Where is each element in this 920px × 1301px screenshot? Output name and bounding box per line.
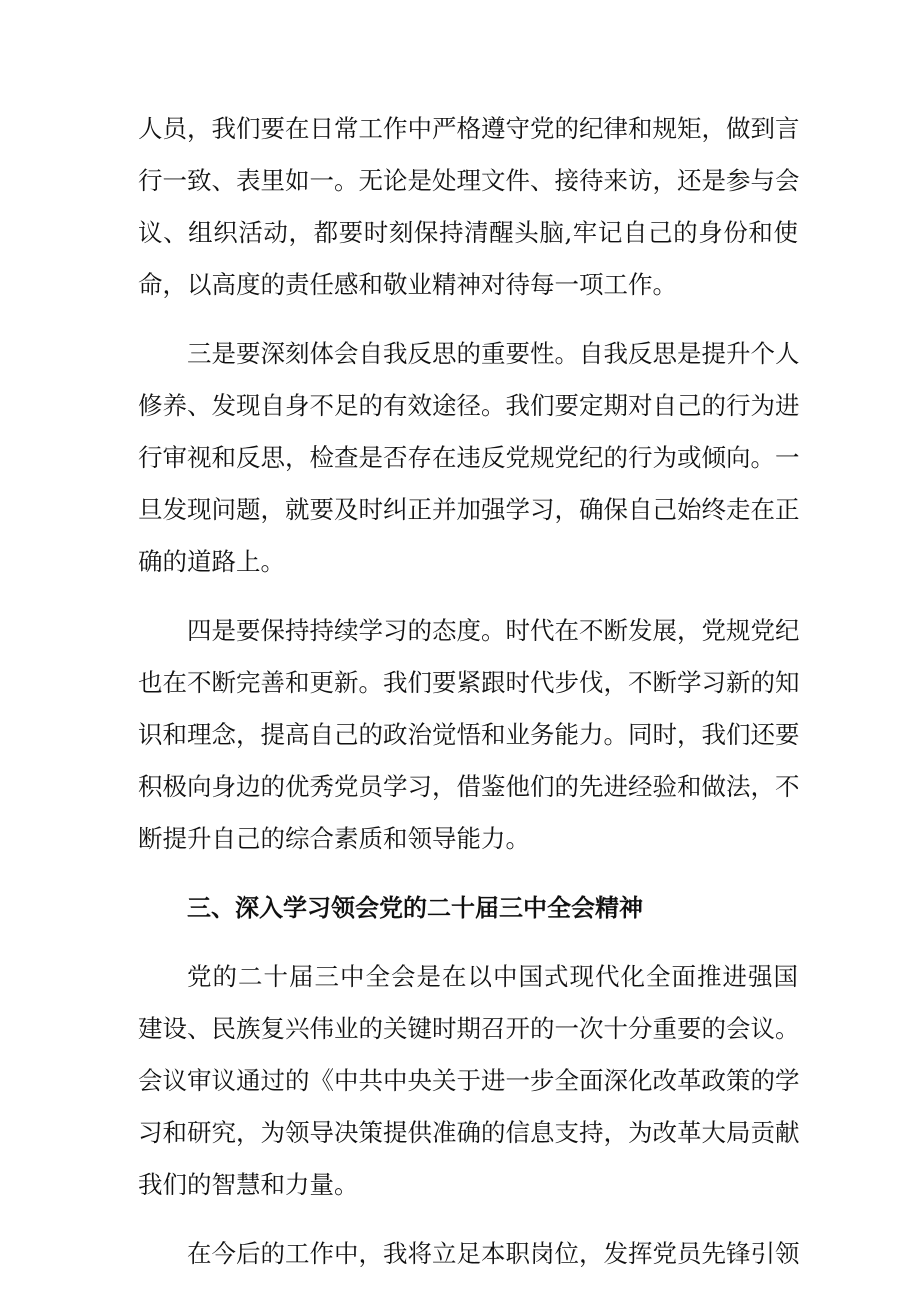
- text-line: 党的二十届三中全会是在以中国式现代化全面推进强国: [187, 962, 798, 991]
- text-line: 我们的智慧和力量。: [138, 1170, 359, 1199]
- section-heading-text: 三、深入学习领会党的二十届三中全会精神: [187, 894, 643, 922]
- text-line: 在今后的工作中，我将立足本职岗位，发挥党员先锋引领: [187, 1239, 800, 1268]
- text-line: 行审视和反思，检查是否存在违反党规党纪的行为或倾向。一: [138, 443, 800, 472]
- paragraph-self-reflection: [138, 328, 798, 588]
- text-line: 四是要保持持续学习的态度。时代在不断发展，党规党纪: [187, 616, 800, 645]
- text-line: 命，以高度的责任感和敬业精神对待每一项工作。: [138, 270, 677, 299]
- text-line: 修养、发现自身不足的有效途径。我们要定期对自己的行为进: [138, 391, 800, 420]
- text-line: 建设、民族复兴伟业的关键时期召开的一次十分重要的会议。: [138, 1014, 800, 1043]
- paragraph-continuous-learning: [138, 605, 798, 865]
- paragraph-third-plenum: [138, 951, 798, 1211]
- text-line: 也在不断完善和更新。我们要紧跟时代步伐，不断学习新的知: [138, 668, 800, 697]
- document-body: [138, 103, 798, 1297]
- section-heading: [138, 882, 798, 934]
- text-line: 三是要深刻体会自我反思的重要性。自我反思是提升个人: [187, 339, 800, 368]
- paragraph-discipline-continued: [138, 103, 798, 311]
- text-line: 议、组织活动，都要时刻保持清醒头脑,牢记自己的身份和使: [138, 218, 798, 247]
- text-line: 行一致、表里如一。无论是处理文件、接待来访，还是参与会: [138, 166, 800, 195]
- text-line: 会议审议通过的《中共中央关于进一步全面深化改革政策的学: [138, 1066, 800, 1095]
- text-line: 积极向身边的优秀党员学习，借鉴他们的先进经验和做法，不: [138, 772, 800, 801]
- text-line: 确的道路上。: [138, 547, 285, 576]
- text-line: 断提升自己的综合素质和领导能力。: [138, 824, 530, 853]
- text-line: 人员，我们要在日常工作中严格遵守党的纪律和规矩，做到言: [138, 114, 800, 143]
- text-line: 旦发现问题，就要及时纠正并加强学习，确保自己始终走在正: [138, 495, 800, 524]
- text-line: 识和理念，提高自己的政治觉悟和业务能力。同时，我们还要: [138, 720, 800, 749]
- paragraph-future-work: [138, 1228, 798, 1280]
- text-line: 习和研究，为领导决策提供准确的信息支持，为改革大局贡献: [138, 1118, 800, 1147]
